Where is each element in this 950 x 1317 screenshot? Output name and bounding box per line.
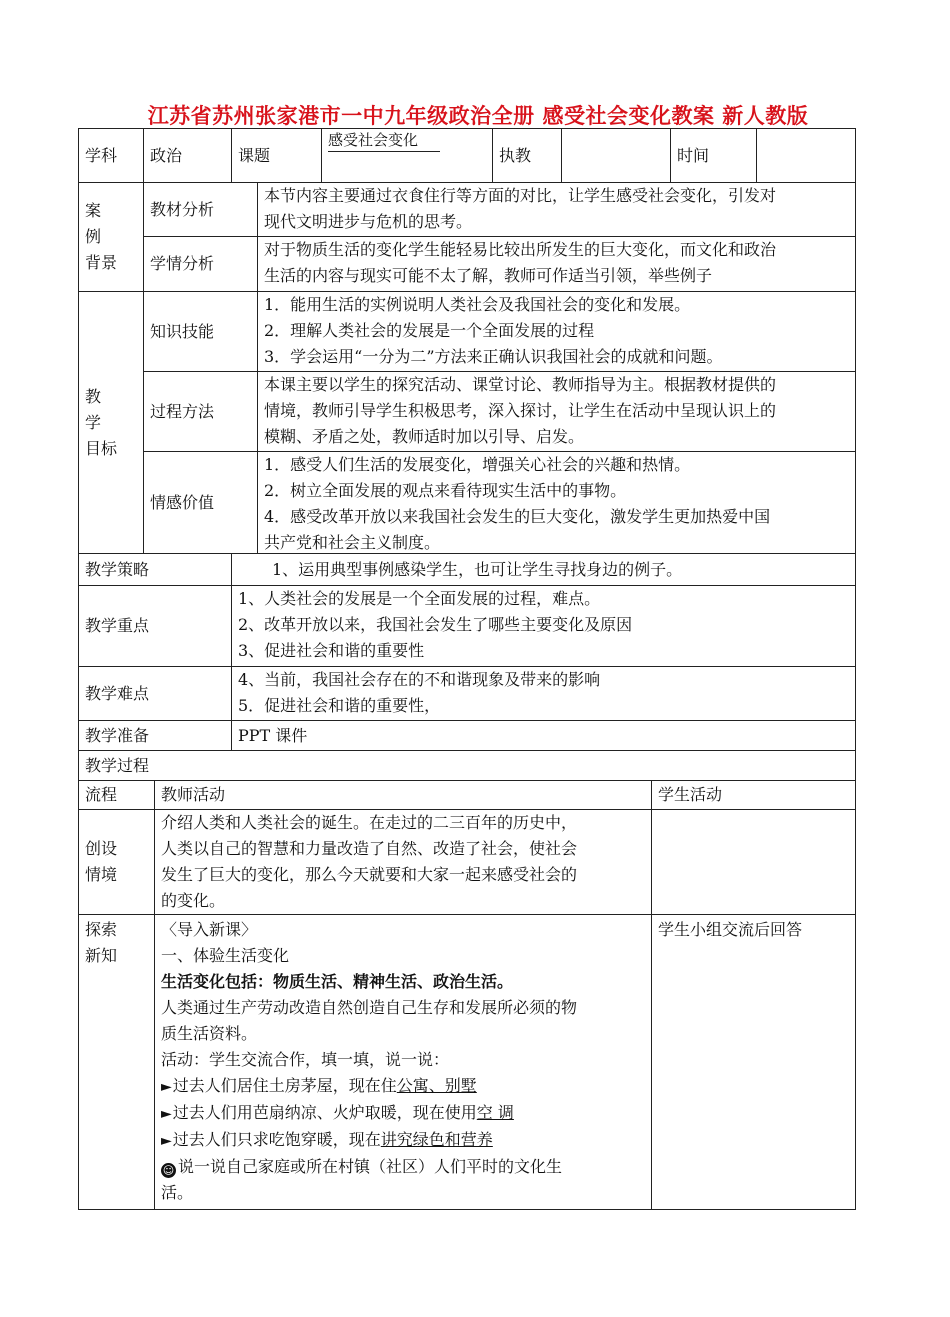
scenario-teacher-text: 介绍人类和人类社会的诞生。在走过的二三百年的历史中， 人类以自己的智慧和力量改造了自然、改造了社会，使社会 发生了巨大的变化，那么今天就要和大家一起来感受社会的 的变化。 bbox=[154, 809, 651, 914]
topic-value: 感受社会变化 bbox=[328, 131, 440, 152]
emotion-value-label: 情感价值 bbox=[143, 451, 257, 553]
knowledge-skills-label: 知识技能 bbox=[143, 291, 257, 371]
bullet-climate: ►过去人们用芭扇纳凉、火炉取暖，现在使用空 调 bbox=[161, 1103, 514, 1122]
flow-header: 流程 bbox=[78, 780, 154, 809]
subject-value: 政治 bbox=[143, 128, 231, 182]
topic-cell bbox=[321, 128, 492, 182]
textbook-analysis-text: 本节内容主要通过衣食住行等方面的对比，让学生感受社会变化，引发对 现代文明进步与危机的思考。 bbox=[257, 182, 856, 236]
bullet-housing: ►过去人们居住土房茅屋，现在住公寓、别墅 bbox=[161, 1076, 477, 1095]
key-points-text: 1、人类社会的发展是一个全面发展的过程，难点。 2、改革开放以来，我国社会发生了哪些主要变化及原因 3、促进社会和谐的重要性 bbox=[231, 585, 856, 666]
case-background-label: 案 例 背景 bbox=[78, 182, 143, 291]
teaching-goals-label: 教 学 目标 bbox=[78, 291, 143, 553]
subject-label: 学科 bbox=[78, 128, 143, 182]
textbook-analysis-label: 教材分析 bbox=[143, 182, 257, 236]
time-value bbox=[756, 128, 856, 182]
explore-teacher-text: 〈导入新课〉 一、体验生活变化 生活变化包括：物质生活、精神生活、政治生活。 人类通过生产劳动改造自然创造自己生存和发展所必须的物 质生活资料。 活动：学生交流合作，填一填，说一说： ►过去人们居住土房茅屋，现在住公寓、别墅 ►过去人们用芭扇纳凉、火炉取暖，现在使用空 调 ►过去人们只求吃饱穿暖，现在讲究绿色和营养 ☺ 说一说自己家庭或所在村镇（社区）人们平时的文化生 活。 bbox=[154, 914, 651, 1210]
time-label: 时间 bbox=[670, 128, 756, 182]
bullet-food: ►过去人们只求吃饱穿暖，现在讲究绿色和营养 bbox=[161, 1130, 493, 1149]
student-analysis-label: 学情分析 bbox=[143, 236, 257, 291]
triangle-bullet-icon: ► bbox=[161, 1079, 172, 1095]
process-method-label: 过程方法 bbox=[143, 371, 257, 451]
teacher-activity-header: 教师活动 bbox=[154, 780, 651, 809]
process-title: 教学过程 bbox=[78, 750, 856, 780]
strategy-text: 1、运用典型事例感染学生，也可让学生寻找身边的例子。 bbox=[231, 553, 856, 585]
scenario-flow: 创设情境 bbox=[78, 809, 154, 914]
teacher-value bbox=[561, 128, 670, 182]
student-analysis-text: 对于物质生活的变化学生能轻易比较出所发生的巨大变化，而文化和政治 生活的内容与现实可能不太了解，教师可作适当引领，举些例子 bbox=[257, 236, 856, 291]
talk-prompt: ☺ 说一说自己家庭或所在村镇（社区）人们平时的文化生 bbox=[162, 1157, 563, 1177]
scenario-student-text bbox=[651, 809, 856, 914]
lesson-plan-table bbox=[78, 128, 856, 1210]
smiley-icon: ☺ bbox=[162, 1164, 175, 1177]
process-method-text: 本课主要以学生的探究活动、课堂讨论、教师指导为主。根据教材提供的 情境，教师引导学生积极思考，深入探讨，让学生在活动中呈现认识上的 模糊、矛盾之处，教师适时加以引导、启发。 bbox=[257, 371, 856, 451]
document-title: 江苏省苏州张家港市一中九年级政治全册 感受社会变化教案 新人教版 bbox=[147, 104, 809, 128]
explore-student-text: 学生小组交流后回答 bbox=[651, 914, 856, 1210]
topic-label: 课题 bbox=[231, 128, 321, 182]
preparation-label: 教学准备 bbox=[78, 720, 231, 750]
student-activity-header: 学生活动 bbox=[651, 780, 856, 809]
triangle-bullet-icon: ► bbox=[161, 1133, 172, 1149]
emotion-value-text: 1．感受人们生活的发展变化，增强关心社会的兴趣和热情。 2．树立全面发展的观点来看待现实生活中的事物。 4．感受改革开放以来我国社会发生的巨大变化，激发学生更加热爱中国 共产党和社会主义制度。 bbox=[257, 451, 856, 553]
explore-flow: 探索新知 bbox=[78, 914, 154, 1210]
teacher-label: 执教 bbox=[492, 128, 561, 182]
knowledge-skills-text: 1．能用生活的实例说明人类社会及我国社会的变化和发展。 2．理解人类社会的发展是一个全面发展的过程 3．学会运用“一分为二”方法来正确认识我国社会的成就和问题。 bbox=[257, 291, 856, 371]
strategy-label: 教学策略 bbox=[78, 553, 231, 585]
difficulties-label: 教学难点 bbox=[78, 666, 231, 720]
triangle-bullet-icon: ► bbox=[161, 1106, 172, 1122]
key-points-label: 教学重点 bbox=[78, 585, 231, 666]
difficulties-text: 4、当前，我国社会存在的不和谐现象及带来的影响 5．促进社会和谐的重要性， bbox=[231, 666, 856, 720]
preparation-text: PPT 课件 bbox=[231, 720, 856, 750]
